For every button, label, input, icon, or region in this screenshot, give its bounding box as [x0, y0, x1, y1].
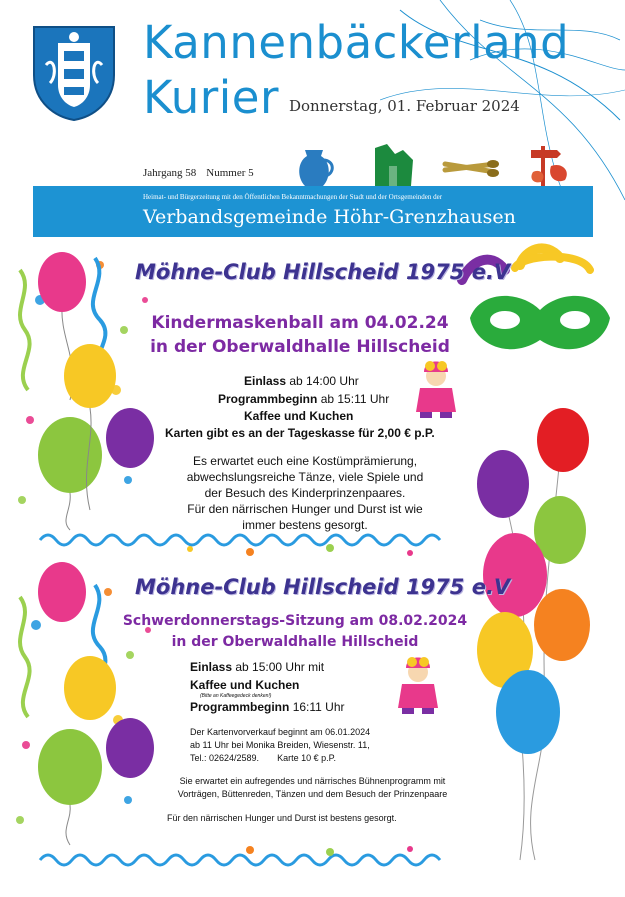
clown-figure-2 — [398, 657, 438, 714]
region-name: Verbandsgemeinde Höhr-Grenzhausen — [143, 206, 516, 228]
flyer1-program — [218, 392, 389, 406]
flyer2-entry — [190, 660, 324, 674]
flyer2-cake: Kaffee und Kuchen — [190, 678, 300, 692]
newspaper-title-line1: Kannenbäckerland — [143, 16, 570, 69]
flyer2-desc-2: Vorträgen, Büttenreden, Tänzen und dem Besuch der Prinzenpaare — [177, 789, 448, 799]
signpost-leaves-icon — [531, 146, 567, 186]
monument-icon — [375, 144, 413, 186]
issue-date: Donnerstag, 01. Februar 2024 — [289, 97, 520, 115]
flyer1-program-label: Programmbeginn — [218, 392, 318, 406]
newspaper-title-line2: Kurier — [143, 71, 279, 124]
flyer1-desc-2: abwechslungsreiche Tänze, viele Spiele und — [186, 470, 424, 484]
flyer1-entry-label: Einlass — [244, 374, 287, 388]
flyer2-cake-note: (Bitte an Kaffeegedeck denken!) — [200, 693, 272, 699]
flyer1-entry — [244, 374, 359, 388]
crossed-pipes-icon — [445, 160, 499, 177]
flyer2-program-time: 16:11 Uhr — [292, 700, 345, 714]
flyer1-desc-3: der Besuch des Kinderprinzenpaares. — [204, 486, 406, 500]
flyer2-entry-label: Einlass — [190, 660, 233, 674]
balloon-cluster-right — [477, 408, 590, 860]
flyer1-tickets: Karten gibt es an der Tageskasse für 2,00 € p.P. — [165, 426, 435, 440]
volume-label: Jahrgang 58 — [143, 167, 197, 179]
flyer1-cake: Kaffee und Kuchen — [244, 409, 354, 423]
flyer1-club-title: Möhne-Club Hillscheid 1975 e.V — [135, 260, 511, 284]
flyer2-event-location: in der Oberwaldhalle Hillscheid — [171, 634, 419, 650]
flyer1-program-time: ab 15:11 Uhr — [320, 392, 390, 406]
flyer2-entry-time: ab 15:00 Uhr mit — [235, 660, 325, 674]
volume-issue — [143, 167, 264, 179]
issue-number: Nummer 5 — [206, 167, 254, 179]
flyer1-desc-5: immer bestens gesorgt. — [242, 518, 368, 532]
flyer1-desc-1: Es erwartet euch eine Kostümprämierung, — [192, 454, 418, 468]
flyer2-price: Karte 10 € p.P. — [277, 753, 336, 763]
flyer2-presale-3 — [190, 753, 336, 763]
coat-of-arms-logo — [32, 25, 116, 121]
streamer-bottom-2 — [40, 846, 440, 865]
jug-icon — [299, 150, 332, 186]
flyer2-phone: Tel.: 02624/2589. — [190, 753, 260, 763]
streamer-bottom-1 — [40, 535, 440, 556]
regional-icons — [295, 140, 595, 190]
flyer2-event-title: Schwerdonnerstags-Sitzung am 08.02.2024 — [122, 613, 468, 629]
flyer2-desc-3: Für den närrischen Hunger und Durst ist bestens gesorgt. — [167, 813, 397, 823]
flyer1-desc-4: Für den närrischen Hunger und Durst ist wie — [187, 502, 423, 516]
flyer2-presale-1: Der Kartenvorverkauf beginnt am 06.01.2024 — [190, 727, 371, 737]
flyer2-club-title: Möhne-Club Hillscheid 1975 e.V — [135, 575, 511, 599]
flyer2-desc-1: Sie erwartet ein aufregendes und närrisches Bühnenprogramm mit — [179, 776, 446, 786]
masthead-subline: Heimat- und Bürgerzeitung mit den Öffentlichen Bekanntmachungen der Stadt und der Ortsgemeinden der — [143, 193, 443, 201]
flyer2-presale-2: ab 11 Uhr bei Monika Breiden, Wiesenstr. 11, — [190, 740, 370, 750]
balloon-cluster-2 — [38, 562, 154, 845]
flyer1-event-title: Kindermaskenball am 04.02.24 — [151, 313, 449, 333]
flyer2-program-label: Programmbeginn — [190, 700, 290, 714]
flyer2-program — [190, 700, 345, 714]
flyer1-entry-time: ab 14:00 Uhr — [289, 374, 359, 388]
clown-figure-1 — [416, 361, 456, 418]
flyer1-event-location: in der Oberwaldhalle Hillscheid — [150, 337, 450, 357]
